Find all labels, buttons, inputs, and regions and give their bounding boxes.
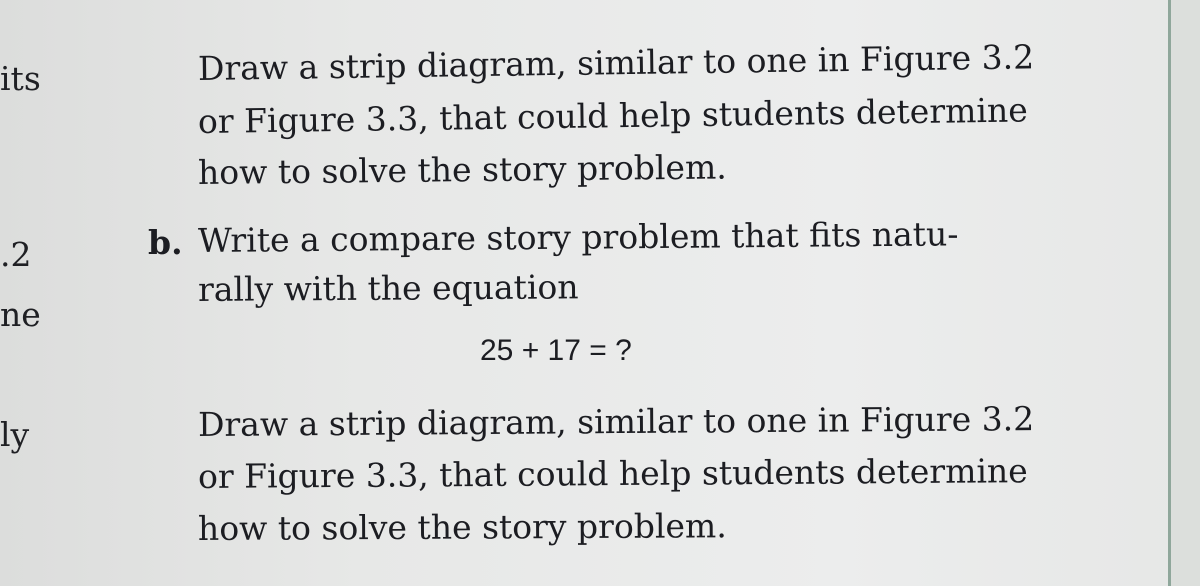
part-b-instruction-line-2: or Figure 3.3, that could help students determine	[197, 451, 1028, 496]
part-a-line-3: how to solve the story problem.	[197, 147, 727, 192]
margin-fragment-2: .2	[0, 235, 32, 274]
page-edge-strip	[1171, 0, 1200, 586]
part-b-instruction-line-3: how to solve the story problem.	[197, 506, 727, 548]
part-a-line-2: or Figure 3.3, that could help students determine	[197, 90, 1028, 141]
part-b-instruction-line-1: Draw a strip diagram, similar to one in Figure 3.2	[197, 399, 1035, 444]
margin-fragment-1: its	[0, 59, 41, 98]
margin-fragment-4: ly	[0, 415, 30, 454]
equation: 25 + 17 = ?	[480, 334, 632, 367]
part-b-prompt-line-2: rally with the equation	[197, 267, 579, 309]
part-b-prompt-line-1: Write a compare story problem that fits natu-	[197, 214, 959, 260]
margin-fragment-3: ne	[0, 295, 41, 334]
part-a-line-1: Draw a strip diagram, similar to one in Figure 3.2	[197, 37, 1035, 88]
part-b-label: b.	[148, 223, 183, 262]
